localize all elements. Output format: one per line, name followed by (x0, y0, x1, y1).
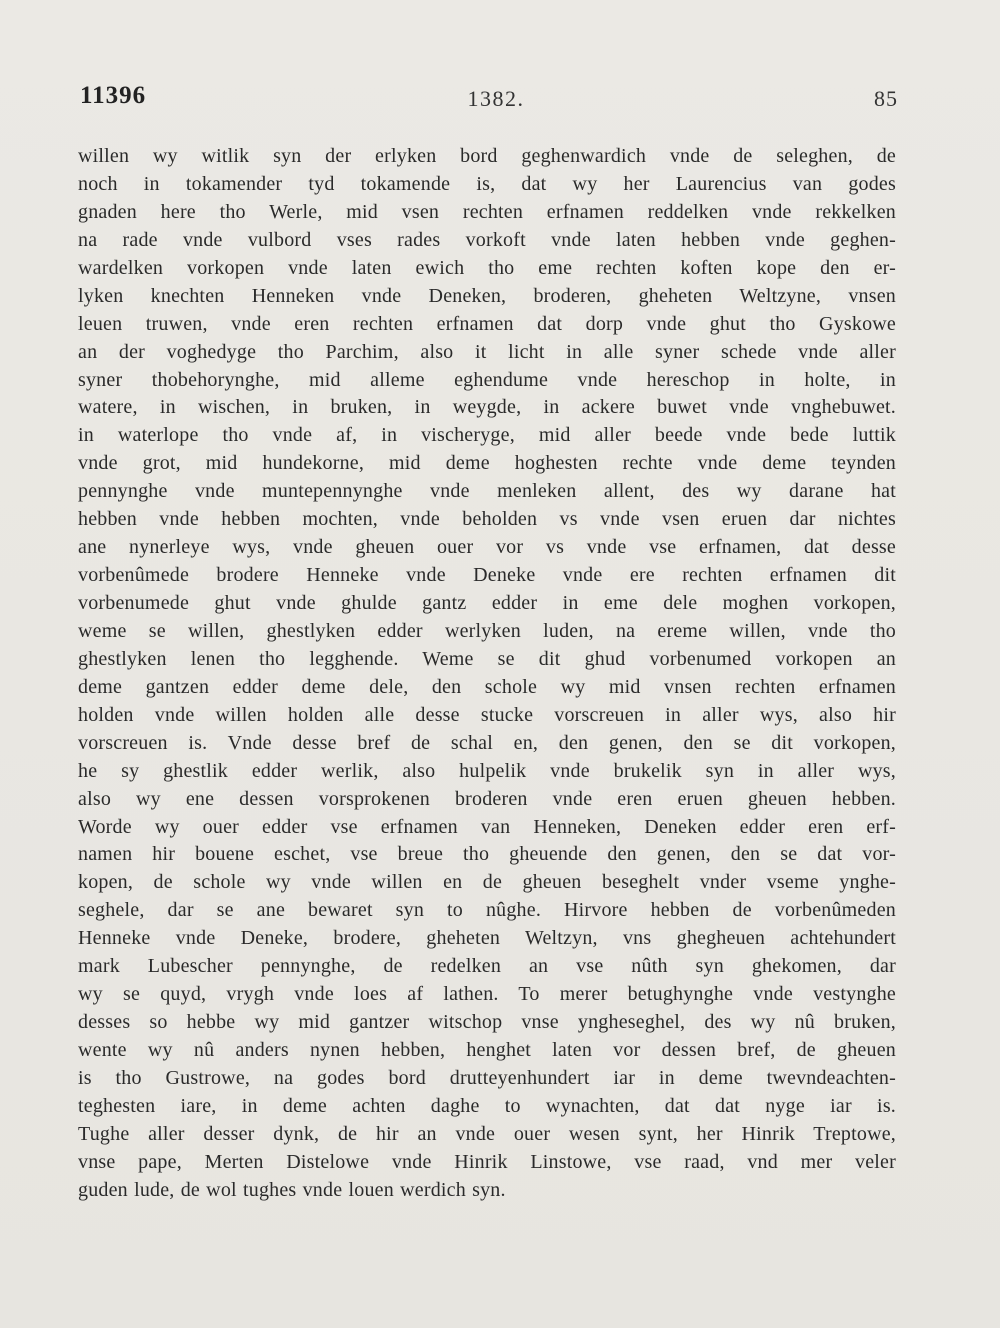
text-line: Henneke vnde Deneke, brodere, gheheten Weltzyn, vns ghegheuen achtehundert (78, 927, 896, 950)
text-line: vorbenûmede brodere Henneke vnde Deneke vnde ere rechten erfnamen dit (78, 564, 896, 587)
text-line: in waterlope tho vnde af, in vischeryge, mid aller beede vnde bede luttik (78, 424, 896, 447)
text-line: hebben vnde hebben mochten, vnde beholden vs vnde vsen eruen dar nichtes (78, 508, 896, 531)
document-number: 11396 (80, 82, 147, 109)
text-line: seghele, dar se ane bewaret syn to nûghe. Hirvore hebben de vorbenûmeden (78, 899, 896, 922)
text-line: pennynghe vnde muntepennynghe vnde menleken allent, des wy darane hat (78, 480, 896, 503)
text-line: willen wy witlik syn der erlyken bord geghenwardich vnde de seleghen, de (78, 145, 896, 167)
text-line: lyken knechten Henneken vnde Deneken, broderen, gheheten Weltzyne, vnsen (78, 284, 896, 307)
document-body (78, 143, 896, 1205)
text-line: weme se willen, ghestlyken edder werlyken luden, na ereme willen, vnde tho (78, 619, 896, 642)
text-line: holden vnde willen holden alle desse stucke vorscreuen in aller wys, also hir (78, 703, 896, 726)
text-line: mark Lubescher pennynghe, de redelken an vse nûth syn ghekomen, dar (78, 955, 896, 978)
document-year: 1382. (467, 86, 525, 111)
page-header (78, 82, 898, 116)
text-line-last: guden lude, de wol tughes vnde louen werdich syn. (78, 1178, 506, 1201)
text-line: vorscreuen is. Vnde desse bref de schal en, den genen, den se dit vorkopen, (78, 731, 896, 754)
text-line: Worde wy ouer edder vse erfnamen van Henneken, Deneken edder eren erf- (78, 815, 896, 838)
text-line: na rade vnde vulbord vses rades vorkoft vnde laten hebben vnde geghen- (78, 228, 896, 251)
text-line: deme gantzen edder deme dele, den schole wy mid vnsen rechten erfnamen (78, 675, 896, 698)
text-line: noch in tokamender tyd tokamende is, dat wy her Laurencius van godes (78, 172, 896, 195)
text-line: teghesten iare, in deme achten daghe to wynachten, dat dat nyge iar is. (78, 1094, 896, 1117)
text-line: is tho Gustrowe, na godes bord drutteyenhundert iar in deme twevndeachten- (78, 1066, 896, 1089)
text-line: vnse pape, Merten Distelowe vnde Hinrik Linstowe, vse raad, vnd mer veler (78, 1150, 896, 1173)
text-line: watere, in wischen, in bruken, in weygde, in ackere buwet vnde vnghebuwet. (78, 396, 896, 419)
text-line: also wy ene dessen vorsprokenen broderen vnde eren eruen gheuen hebben. (78, 787, 896, 810)
text-line: ane nynerleye wys, vnde gheuen ouer vor vs vnde vse erfnamen, dat desse (78, 536, 896, 559)
text-line: namen hir bouene eschet, vse breue tho gheuende den genen, den se dat vor- (78, 843, 896, 866)
text-line: vnde grot, mid hundekorne, mid deme hoghesten rechte vnde deme teynden (78, 452, 896, 475)
text-line: kopen, de schole wy vnde willen en de gheuen beseghelt vnder vseme ynghe- (78, 871, 896, 894)
text-line: wardelken vorkopen vnde laten ewich tho eme rechten koften kope den er- (78, 256, 896, 279)
text-line: gnaden here tho Werle, mid vsen rechten erfnamen reddelken vnde rekkelken (78, 200, 896, 223)
text-line: desses so hebbe wy mid gantzer witschop vnse yngheseghel, des wy nû bruken, (78, 1011, 896, 1034)
text-line: he sy ghestlik edder werlik, also hulpelik vnde brukelik syn in aller wys, (78, 759, 896, 782)
text-line: Tughe aller desser dynk, de hir an vnde ouer wesen synt, her Hinrik Treptowe, (78, 1122, 896, 1145)
page-number: 85 (874, 86, 898, 111)
text-line: ghestlyken lenen tho legghende. Weme se dit ghud vorbenumed vorkopen an (78, 647, 896, 670)
text-line: vorbenumede ghut vnde ghulde gantz edder in eme dele moghen vorkopen, (78, 592, 896, 614)
text-line: wente wy nû anders nynen hebben, henghet laten vor dessen bref, de gheuen (78, 1039, 896, 1061)
text-line: syner thobehorynghe, mid alleme eghendume vnde hereschop in holte, in (78, 368, 896, 391)
text-line: leuen truwen, vnde eren rechten erfnamen dat dorp vnde ghut tho Gyskowe (78, 312, 896, 335)
text-line: wy se quyd, vrygh vnde loes af lathen. To merer betughynghe vnde vestynghe (78, 983, 896, 1006)
text-line: an der voghedyge tho Parchim, also it licht in alle syner schede vnde aller (78, 340, 896, 363)
